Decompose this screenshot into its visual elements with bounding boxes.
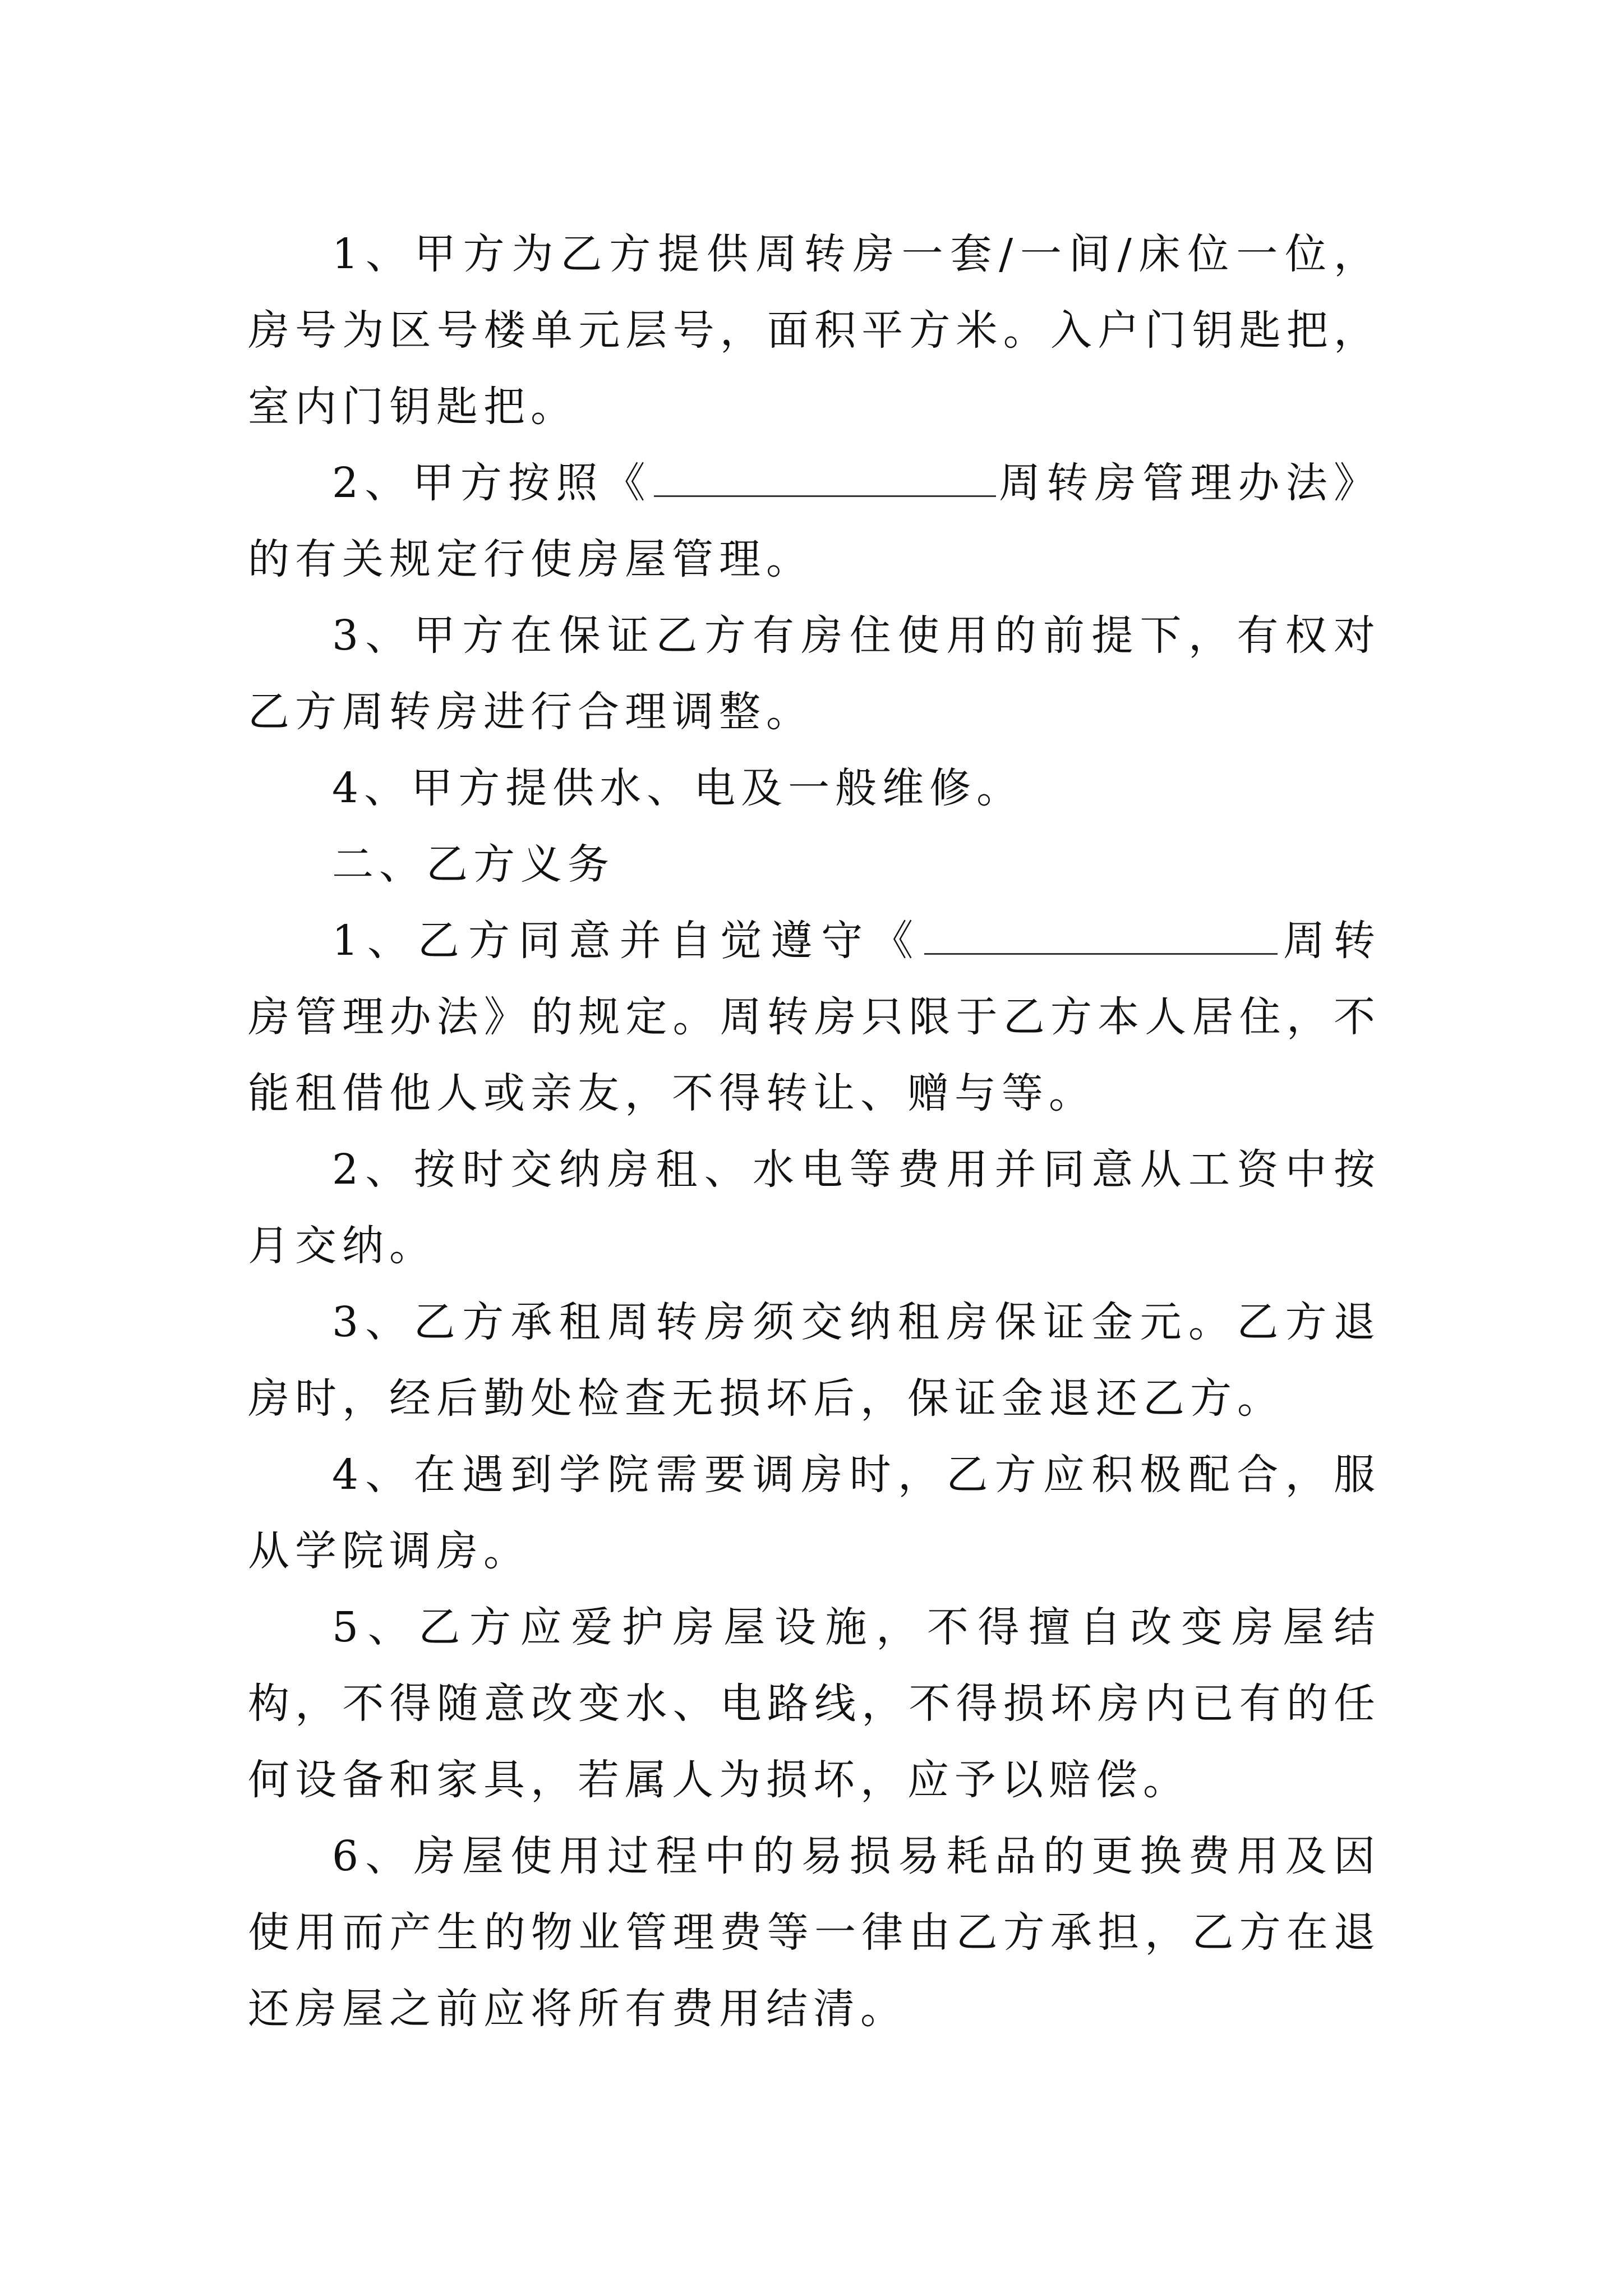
clause-party-b-4: 4、在遇到学院需要调房时，乙方应积极配合，服从学院调房。 <box>248 1451 1381 1575</box>
clause-party-a-4: 4、甲方提供水、电及一般维修。 <box>332 764 1024 812</box>
clause-party-a-1: 1、甲方为乙方提供周转房一套/一间/床位一位，房号为区号楼单元层号，面积平方米。入户门钥匙把，室内门钥匙把。 <box>248 230 1381 431</box>
fill-in-blank <box>924 919 1278 955</box>
clause-party-b-1 <box>248 903 1381 1131</box>
clause-party-b-3: 3、乙方承租周转房须交纳租房保证金元。乙方退房时，经后勤处检查无损坏后，保证金退还乙方。 <box>248 1298 1381 1423</box>
clause-party-b-5: 5、乙方应爱护房屋设施，不得擅自改变房屋结构，不得随意改变水、电路线，不得损坏房内已有的任何设备和家具，若属人为损坏，应予以赔偿。 <box>248 1603 1381 1804</box>
clause-text-after-blank: 周转房管理办法》的规定。周转房只限于乙方本人居住，不能租借他人或亲友，不得转让、赠与等。 <box>248 917 1381 1117</box>
fill-in-blank <box>654 462 996 497</box>
document-body <box>248 216 1381 2047</box>
clause-text-before-blank: 1、乙方同意并自觉遵守《 <box>332 917 923 965</box>
clause-text-after-blank: 周转房管理办法》的有关规定行使房屋管理。 <box>248 459 1381 583</box>
clause-party-b-2: 2、按时交纳房租、水电等费用并同意从工资中按月交纳。 <box>248 1145 1381 1270</box>
section-heading-party-b: 二、乙方义务 <box>332 840 615 889</box>
clause-text-before-blank: 2、甲方按照《 <box>332 459 652 507</box>
clause-party-a-3: 3、甲方在保证乙方有房住使用的前提下，有权对乙方周转房进行合理调整。 <box>248 611 1381 736</box>
clause-party-b-6: 6、房屋使用过程中的易损易耗品的更换费用及因使用而产生的物业管理费等一律由乙方承担，乙方在退还房屋之前应将所有费用结清。 <box>248 1832 1381 2033</box>
clause-party-a-2 <box>248 445 1381 597</box>
